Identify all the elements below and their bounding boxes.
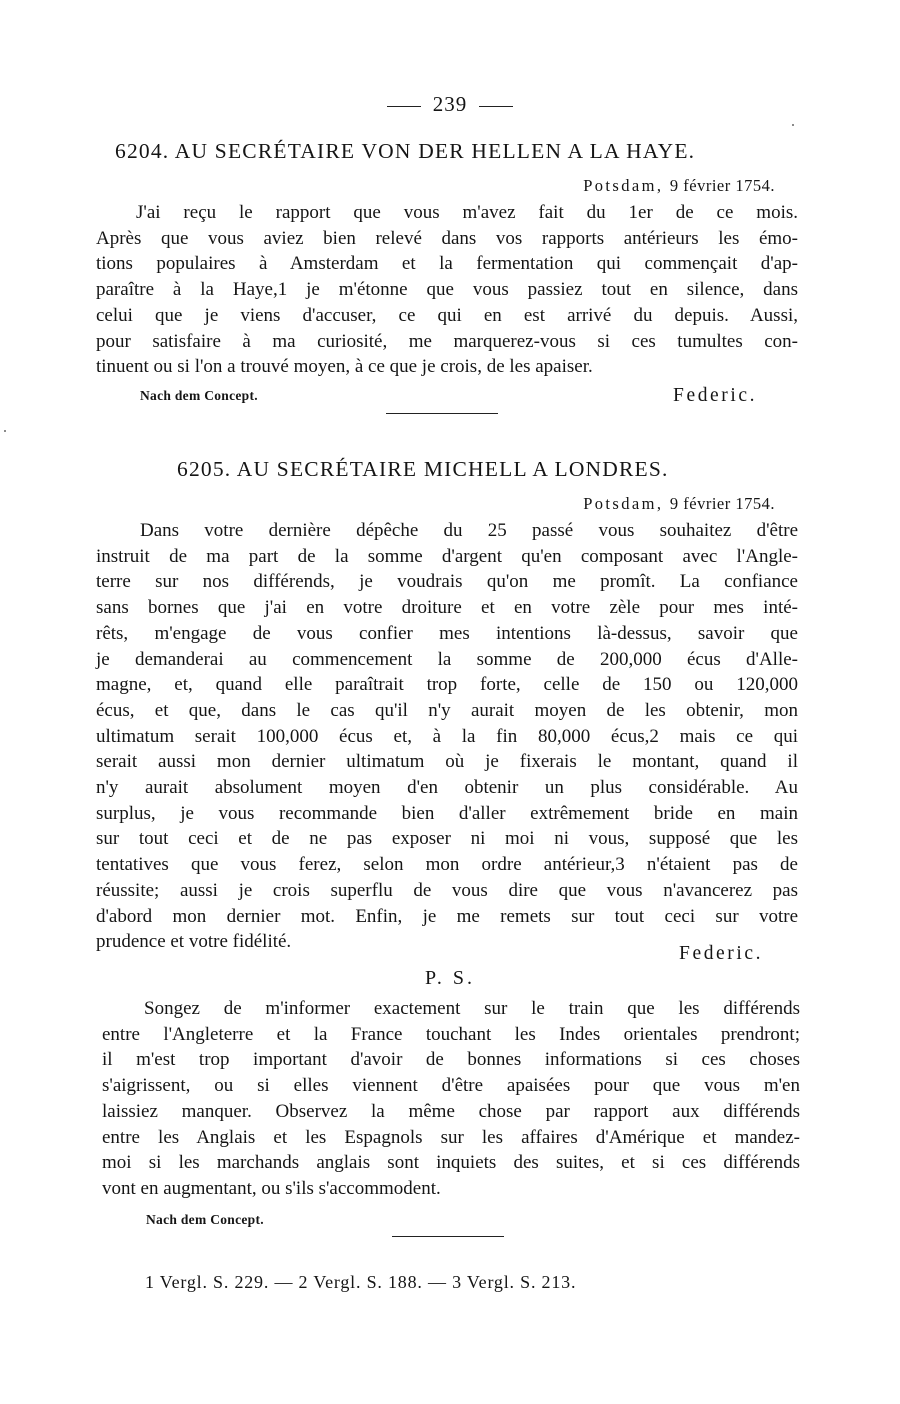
page-number xyxy=(0,92,900,117)
letter-6204-heading: 6204. AU SECRÉTAIRE VON DER HELLEN A LA HAYE. xyxy=(115,139,696,163)
letter-6205-source: Nach dem Concept. xyxy=(146,1212,264,1227)
letter-6205-signature: Federic. xyxy=(679,943,764,964)
letter-6205-heading: 6205. AU SECRÉTAIRE MICHELL A LONDRES. xyxy=(177,457,669,481)
letter-6204-line: tions populaires à Amsterdam et la fermentation qui commençait d'ap- xyxy=(96,253,798,275)
postscript-line: Songez de m'informer exactement sur le train que les différends xyxy=(144,998,800,1019)
postscript-line: entre les Anglais et les Espagnols sur les affaires d'Amérique et mandez- xyxy=(102,1126,800,1148)
letter-6204-body xyxy=(96,200,798,380)
letter-6205-place-date xyxy=(583,494,775,514)
letter-6205-date: 9 février 1754. xyxy=(669,494,775,513)
letter-6204-line: pour satisfaire à ma curiosité, me marquerez-vous si ces tumultes con- xyxy=(96,330,798,352)
postscript-body xyxy=(102,996,800,1202)
postscript-label: P. S. xyxy=(424,967,476,989)
page-number-text: 239 xyxy=(432,92,468,116)
page-number-rule-right xyxy=(479,106,513,107)
postscript-line: moi si les marchands anglais sont inquiets des suites, et si ces différends xyxy=(102,1152,800,1174)
letter-6204-line: J'ai reçu le rapport que vous m'avez fait du 1er de ce mois. xyxy=(136,202,798,223)
letter-6204-place-date xyxy=(583,176,775,196)
letter-6205-line: surplus, je vous recommande bien d'aller extrêmement bride en main xyxy=(96,802,798,824)
postscript-line: il m'est trop important d'avoir de bonnes informations si ces choses xyxy=(102,1049,800,1071)
letter-6204-line: celui que je viens d'accuser, ce qui en est arrivé du depuis. Aussi, xyxy=(96,304,798,326)
page-number-rule-left xyxy=(387,106,421,107)
postscript-line: laissiez manquer. Observez la même chose par rapport aux différends xyxy=(102,1100,800,1122)
letter-6204-source: Nach dem Concept. xyxy=(140,388,258,403)
footnote-divider xyxy=(392,1236,504,1237)
letter-6205-line: terre sur nos différends, je voudrais qu'on me promît. La confiance xyxy=(96,571,798,593)
footnotes: 1 Vergl. S. 229. — 2 Vergl. S. 188. — 3 Vergl. S. 213. xyxy=(145,1272,577,1292)
letter-6205-line: d'abord mon dernier mot. Enfin, je me remets sur tout ceci sur votre xyxy=(96,905,798,927)
section-divider xyxy=(386,413,498,414)
letter-6205-line: sans bornes que j'ai en votre droiture et en votre zèle pour mes inté- xyxy=(96,597,798,619)
letter-6205-line: ultimatum serait 100,000 écus et, à la fin 80,000 écus,2 mais ce qui xyxy=(96,725,798,747)
letter-6205-line: n'y aurait absolument moyen d'en obtenir un plus considérable. Au xyxy=(96,777,798,799)
postscript-line: vont en augmentant, ou s'ils s'accommodent. xyxy=(102,1177,441,1199)
letter-6205-line: magne, et, quand elle paraîtrait trop forte, celle de 150 ou 120,000 xyxy=(96,674,798,696)
letter-6205-line: Dans votre dernière dépêche du 25 passé vous souhaitez d'être xyxy=(140,520,798,541)
letter-6205-line: serait aussi mon dernier ultimatum où je fixerais le montant, quand il xyxy=(96,751,798,773)
letter-6205-line: réussite; aussi je crois superflu de vous dire que vous n'avancerez pas xyxy=(96,879,798,901)
letter-6205-line: prudence et votre fidélité. xyxy=(96,931,292,953)
letter-6205-line: écus, et que, dans le cas qu'il n'y aurait moyen de les obtenir, mon xyxy=(96,699,798,721)
letter-6204-line: tinuent ou si l'on a trouvé moyen, à ce que je crois, de les apaiser. xyxy=(96,356,593,378)
letter-6205-place: Potsdam, xyxy=(583,494,664,513)
letter-6205-line: je demanderai au commencement la somme de 200,000 écus d'Alle- xyxy=(96,648,798,670)
letter-6204-line: Après que vous aviez bien relevé dans vos rapports antérieurs les émo- xyxy=(96,227,798,249)
letter-6204-date: 9 février 1754. xyxy=(669,176,775,195)
postscript-line: s'aigrissent, ou si elles viennent d'être apaisées pour que vous m'en xyxy=(102,1075,800,1097)
letter-6205-line: instruit de ma part de la somme d'argent qu'en composant avec l'Angle- xyxy=(96,545,798,567)
letter-6204-place: Potsdam, xyxy=(583,176,664,195)
letter-6205-line: rêts, m'engage de vous confier mes intentions là-dessus, savoir que xyxy=(96,622,798,644)
letter-6205-line: tentatives que vous ferez, selon mon ordre antérieur,3 n'étaient pas de xyxy=(96,854,798,876)
letter-6204-line: paraître à la Haye,1 je m'étonne que vous passiez tout en silence, dans xyxy=(96,279,798,301)
scan-speck xyxy=(4,430,6,432)
letter-6204-signature: Federic. xyxy=(673,385,758,406)
postscript-line: entre l'Angleterre et la France touchant les Indes orientales prendront; xyxy=(102,1023,800,1045)
scan-speck xyxy=(792,124,794,126)
letter-6205-line: sur tout ceci et de ne pas exposer ni moi ni vous, supposé que les xyxy=(96,828,798,850)
letter-6205-body xyxy=(96,518,798,955)
